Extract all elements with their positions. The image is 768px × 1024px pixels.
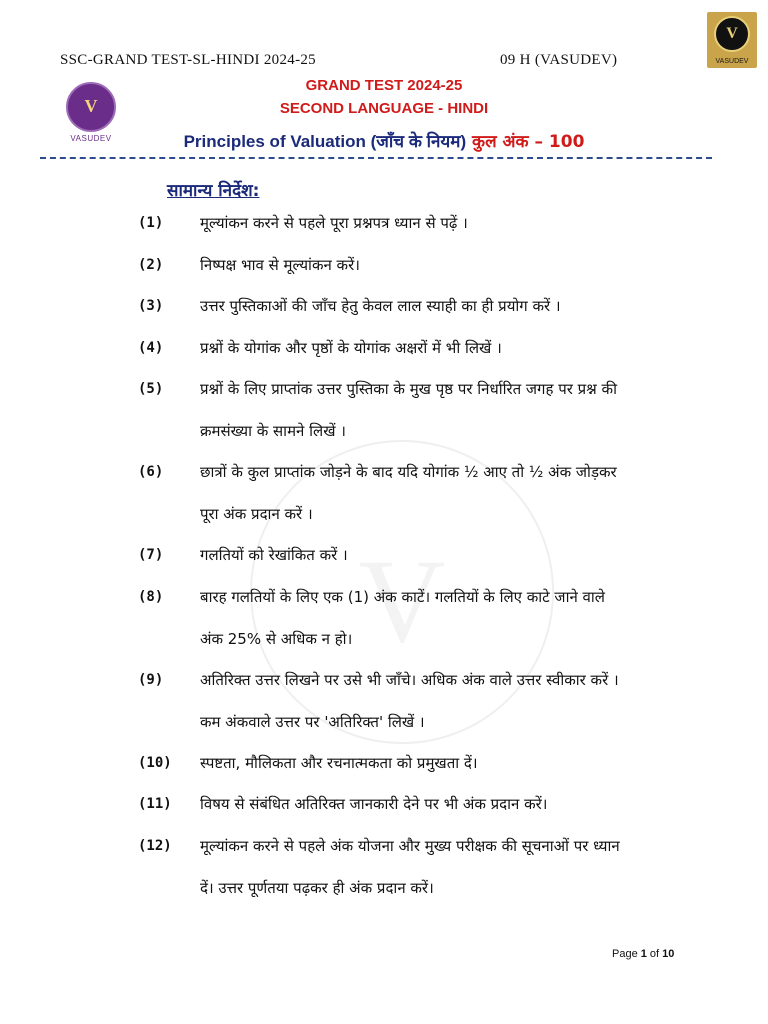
item-number: (1) (138, 215, 164, 231)
item-text-line: उत्तर पुस्तिकाओं की जाँच हेतु केवल लाल स्याही का ही प्रयोग करें । (200, 297, 561, 315)
item-text-line: अंक 25% से अधिक न हो। (200, 630, 353, 648)
page-label: Page (612, 948, 641, 960)
item-text-line: स्पष्टता, मौलिकता और रचनात्मकता को प्रमुखता दें। (200, 754, 478, 772)
title-total-marks: कुल अंक – 100 (466, 132, 585, 152)
item-text-line: बारह गलतियों के लिए एक (1) अंक काटें। गलतियों के लिए काटे जाने वाले (200, 588, 605, 606)
title-second-language: SECOND LANGUAGE - HINDI (279, 100, 489, 117)
header-right-text: 09 H (VASUDEV) (500, 52, 618, 68)
item-number: (9) (138, 672, 164, 688)
logo-left-letter: V (84, 96, 98, 116)
item-text-line: विषय से संबंधित अतिरिक्त जानकारी देने पर भी अंक प्रदान करें। (200, 795, 548, 813)
item-text-line: क्रमसंख्या के सामने लिखें । (200, 422, 346, 440)
item-number: (3) (138, 298, 164, 314)
logo-left-text: VASUDEV (70, 134, 112, 143)
item-text-line: अतिरिक्त उत्तर लिखने पर उसे भी जाँचे। अधिक अंक वाले उत्तर स्वीकार करें । (200, 671, 619, 689)
item-text-line: कम अंकवाले उत्तर पर 'अतिरिक्त' लिखें । (200, 713, 425, 731)
item-text-line: छात्रों के कुल प्राप्तांक जोड़ने के बाद यदि योगांक ½ आए तो ½ अंक जोड़कर (200, 463, 617, 481)
item-text-line: मूल्यांकन करने से पहले अंक योजना और मुख्य परीक्षक की सूचनाओं पर ध्यान (200, 837, 620, 855)
item-text-line: प्रश्नों के लिए प्राप्तांक उत्तर पुस्तिका के मुख पृष्ठ पर निर्धारित जगह पर प्रश्न की (200, 380, 617, 398)
item-number: (8) (138, 589, 164, 605)
item-text-line: दें। उत्तर पूर्णतया पढ़कर ही अंक प्रदान करें। (200, 879, 434, 897)
dashed-divider (40, 157, 712, 159)
title-principles-text: Principles of Valuation (जाँच के नियम) (183, 132, 467, 151)
item-text-line: प्रश्नों के योगांक और पृष्ठों के योगांक अक्षरों में भी लिखें । (200, 339, 502, 357)
item-number: (7) (138, 547, 164, 563)
of-label: of (646, 948, 663, 960)
item-text-line: मूल्यांकन करने से पहले पूरा प्रश्नपत्र ध्यान से पढ़ें । (200, 214, 468, 232)
item-text-line: पूरा अंक प्रदान करें । (200, 505, 313, 523)
page-footer (612, 948, 674, 960)
logo-text: VASUDEV (715, 58, 749, 65)
watermark-emblem: V (250, 440, 554, 744)
item-number: (11) (138, 796, 172, 812)
page-number: 1 (640, 948, 647, 960)
logo-emblem (714, 16, 750, 52)
page-total: 10 (662, 948, 675, 960)
item-text-line: निष्पक्ष भाव से मूल्यांकन करें। (200, 256, 360, 274)
section-heading: सामान्य निर्देश: (167, 181, 260, 201)
title-principles (0, 129, 768, 152)
item-number: (5) (138, 381, 164, 397)
item-number: (10) (138, 755, 172, 771)
item-number: (12) (138, 838, 172, 854)
header-left-text: SSC-GRAND TEST-SL-HINDI 2024-25 (60, 52, 316, 68)
item-number: (6) (138, 464, 164, 480)
item-number: (2) (138, 257, 164, 273)
title-grand-test: GRAND TEST 2024-25 (305, 77, 463, 94)
logo-letter: V (726, 25, 738, 42)
item-text-line: गलतियों को रेखांकित करें । (200, 546, 348, 564)
vasudev-logo-right (707, 12, 757, 68)
item-number: (4) (138, 340, 164, 356)
